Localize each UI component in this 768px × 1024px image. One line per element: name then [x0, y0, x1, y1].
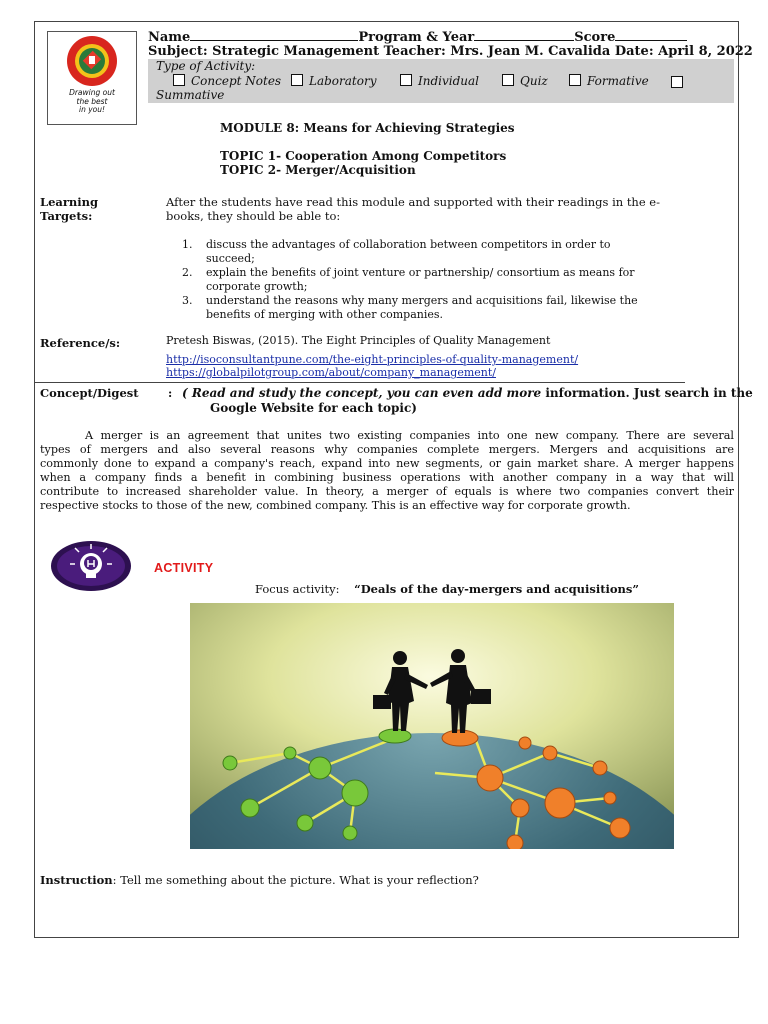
reference-link-1[interactable]: http://isoconsultantpune.com/the-eight-principles-of-quality-management/	[166, 353, 579, 366]
module-heading: MODULE 8: Means for Achieving Strategies	[220, 121, 515, 135]
option-formative[interactable]: Formative	[569, 74, 649, 88]
topic-2: TOPIC 2- Merger/Acquisition	[220, 163, 416, 177]
logo-tagline: Drawing out the best in you!	[69, 88, 115, 114]
references-label: Reference/s:	[40, 336, 121, 350]
school-logo-box	[47, 31, 137, 125]
program-blank[interactable]	[474, 29, 574, 41]
checkbox[interactable]	[502, 74, 514, 86]
name-blank[interactable]	[190, 29, 358, 41]
checkbox[interactable]	[291, 74, 303, 86]
option-quiz[interactable]: Quiz	[502, 74, 548, 88]
concept-instruction: ( Read and study the concept, you can even add more information. Just search in the	[182, 386, 753, 400]
subject-teacher-date: Subject: Strategic Management Teacher: Mrs. Jean M. Cavalida Date: April 8, 2022	[148, 44, 753, 59]
topic-1: TOPIC 1- Cooperation Among Competitors	[220, 149, 507, 163]
option-concept-notes[interactable]: Concept Notes	[173, 74, 281, 88]
lightbulb-badge-icon	[50, 540, 132, 592]
score-label: Score	[574, 30, 616, 45]
reference-citation: Pretesh Biswas, (2015). The Eight Principles of Quality Management	[166, 334, 551, 347]
learning-targets-list	[182, 238, 682, 322]
instruction: Instruction: Tell me something about the picture. What is your reflection?	[40, 873, 479, 887]
checkbox[interactable]	[400, 74, 412, 86]
concept-digest-label: Concept/Digest	[40, 386, 139, 400]
checkbox[interactable]	[173, 74, 185, 86]
activity-heading: ACTIVITY	[154, 561, 214, 575]
option-laboratory[interactable]: Laboratory	[291, 74, 376, 88]
activity-type-title: Type of Activity:	[156, 59, 256, 73]
option-summative-label: Summative	[156, 88, 225, 102]
concept-instruction-line2: Google Website for each topic)	[210, 401, 417, 415]
name-label: Name	[148, 30, 191, 45]
header-line-1	[148, 29, 687, 45]
learning-targets-intro: After the students have read this module and supported with their readings in the e- books, they should be able to:	[166, 195, 660, 223]
program-label: Program & Year	[358, 30, 475, 45]
option-individual[interactable]: Individual	[400, 74, 479, 88]
learning-targets-label: Learning Targets:	[40, 195, 99, 223]
checkbox-summative[interactable]	[671, 76, 683, 88]
list-item: 3. understand the reasons why many mergers and acquisitions fail, likewise the benefits of merging with other companies.	[182, 294, 638, 321]
concept-colon: :	[168, 386, 173, 400]
school-seal-logo	[56, 35, 128, 87]
handshake-globe-illustration	[190, 603, 674, 849]
score-blank[interactable]	[615, 29, 687, 41]
checkbox[interactable]	[569, 74, 581, 86]
list-item: 1. discuss the advantages of collaboration between competitors in order to succeed;	[182, 238, 611, 265]
focus-activity: Focus activity: “Deals of the day-mergers and acquisitions”	[255, 582, 640, 596]
section-divider	[34, 382, 685, 383]
list-item: 2. explain the benefits of joint venture or partnership/ consortium as means for corporate growth;	[182, 266, 635, 293]
concept-paragraph: A merger is an agreement that unites two existing companies into one new company. There are several types of mergers and also several reasons why companies complete mergers. Mergers and acquisitions are commonly done to expand a company's reach, expand into new segments, or gain market share. A merger happens when a company finds a benefit in combining business operations with another company in a way that will contribute to increased shareholder value. In theory, a merger of equals is where two companies convert their respective stocks to those of the new, combined company. This is an effective way for corporate growth.	[40, 429, 734, 512]
reference-link-2[interactable]: https://globalpilotgroup.com/about/company_management/	[166, 366, 496, 379]
